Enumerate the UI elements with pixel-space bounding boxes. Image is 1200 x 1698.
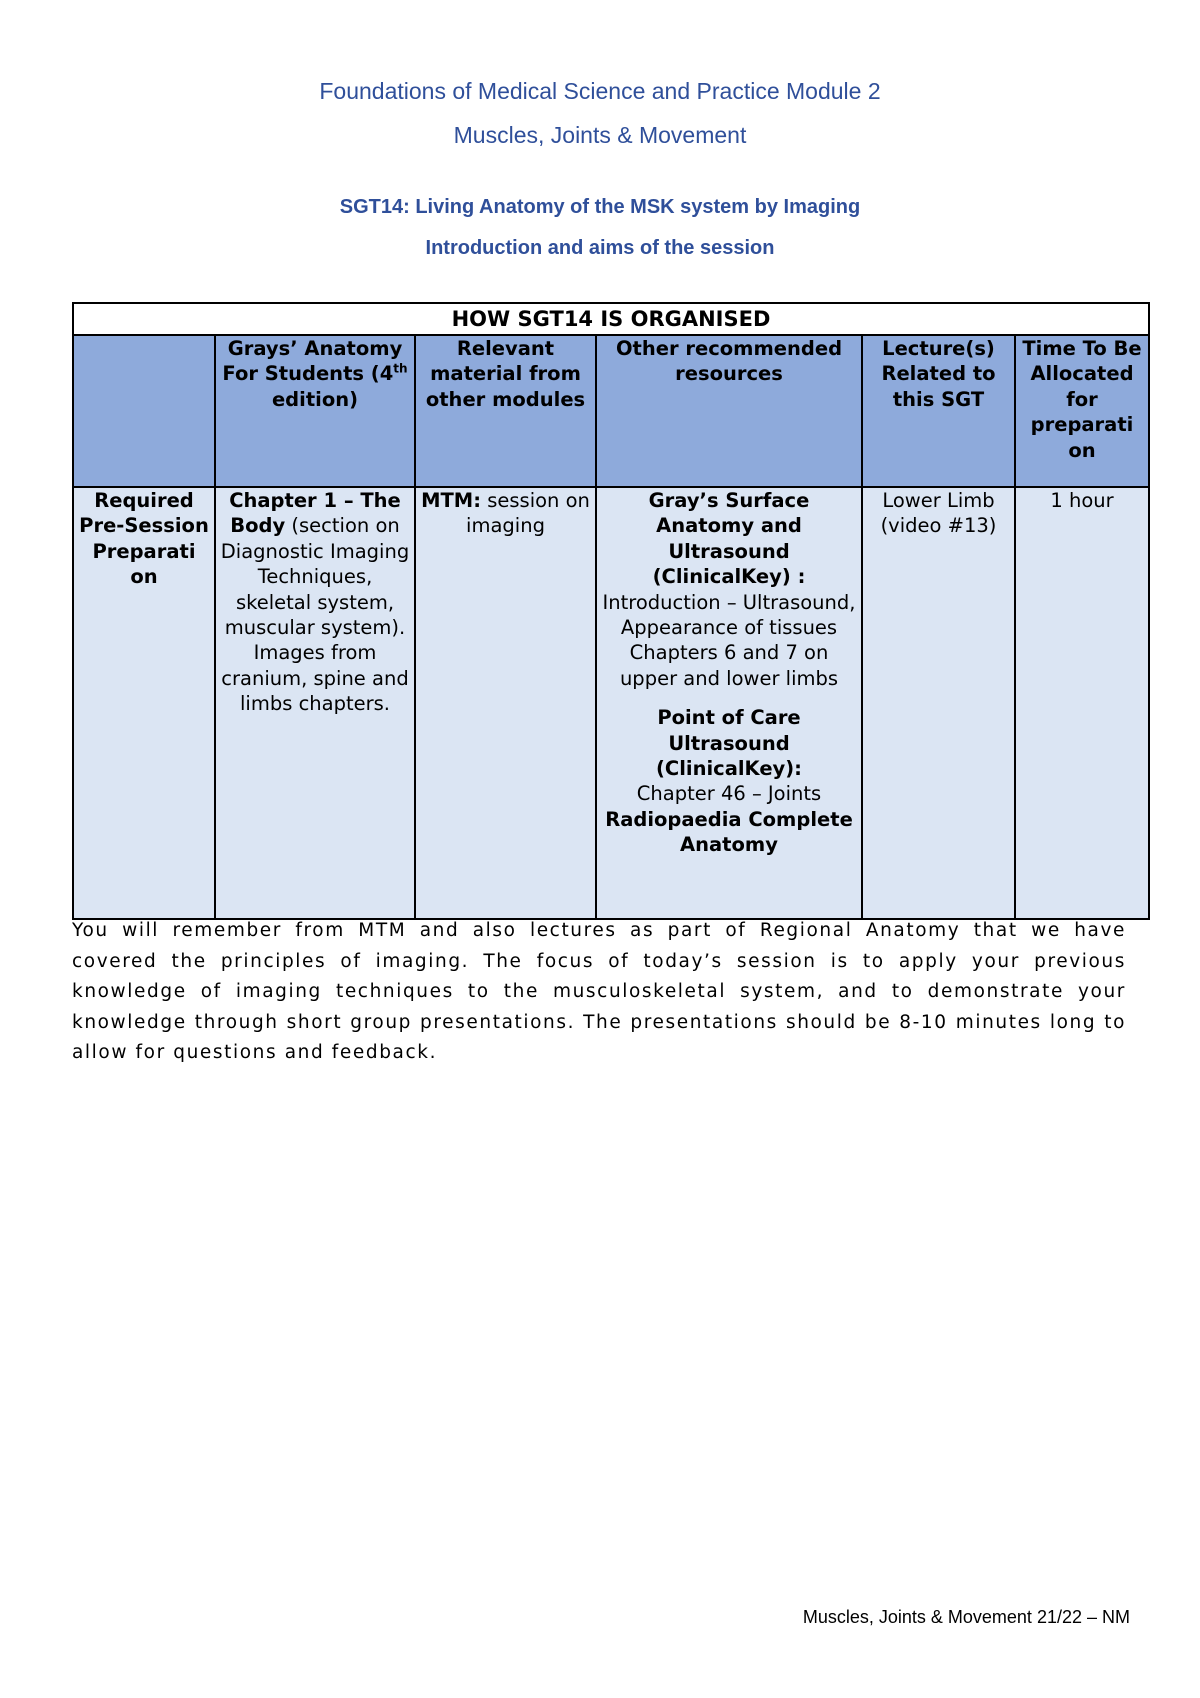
organisation-table <box>72 302 1150 920</box>
header-time: Time To Be Allocated for preparati on <box>1015 335 1149 487</box>
intro-paragraph: You will remember from MTM and also lectures as part of Regional Anatomy that we have covered the principles of imaging. The focus of today’s session is to apply your previous knowledge of imaging techniques to the musculoskeletal system, and to demonstrate your knowledge through short group presentations. The presentations should be 8-10 minutes long to allow for questions and feedback. <box>72 920 1126 1063</box>
resource-title-grays-surface: Gray’s Surface Anatomy and Ultrasound (ClinicalKey) : <box>648 489 810 589</box>
header-lectures: Lecture(s) Related to this SGT <box>862 335 1015 487</box>
header-empty <box>73 335 215 487</box>
table-header-row <box>73 335 1149 487</box>
page-footer: Muscles, Joints & Movement 21/22 – NM <box>802 1607 1130 1627</box>
module-title: Foundations of Medical Science and Practice Module 2 <box>319 78 881 104</box>
cell-grays: Chapter 1 – The Body (section on Diagnostic Imaging Techniques, skeletal system, muscular system). Images from cranium, spine and limbs chapters. <box>215 487 415 919</box>
header-other-resources: Other recommended resources <box>596 335 862 487</box>
cell-modules: MTM: session on imaging <box>415 487 596 919</box>
header-grays: Grays’ Anatomy For Students (4th edition) <box>215 335 415 487</box>
table-title: HOW SGT14 IS ORGANISED <box>73 303 1149 335</box>
resource-title-radiopaedia: Radiopaedia Complete Anatomy <box>605 807 853 857</box>
table-row <box>73 487 1149 919</box>
session-subtitle: Introduction and aims of the session <box>425 237 775 259</box>
cell-time: 1 hour <box>1015 487 1149 919</box>
session-title: SGT14: Living Anatomy of the MSK system by Imaging <box>339 196 861 218</box>
cell-resources <box>596 487 862 919</box>
module-subtitle: Muscles, Joints & Movement <box>453 122 747 148</box>
row-label: Required Pre-Session Preparati on <box>73 487 215 919</box>
resource-text-grays-surface: Introduction – Ultrasound, Appearance of tissues Chapters 6 and 7 on upper and lower limbs <box>602 590 856 690</box>
resource-text-pocus: Chapter 46 – Joints <box>636 782 822 806</box>
header-relevant-material: Relevant material from other modules <box>415 335 596 487</box>
cell-lecture: Lower Limb (video #13) <box>862 487 1015 919</box>
resource-title-pocus: Point of Care Ultrasound (ClinicalKey): <box>656 706 802 781</box>
